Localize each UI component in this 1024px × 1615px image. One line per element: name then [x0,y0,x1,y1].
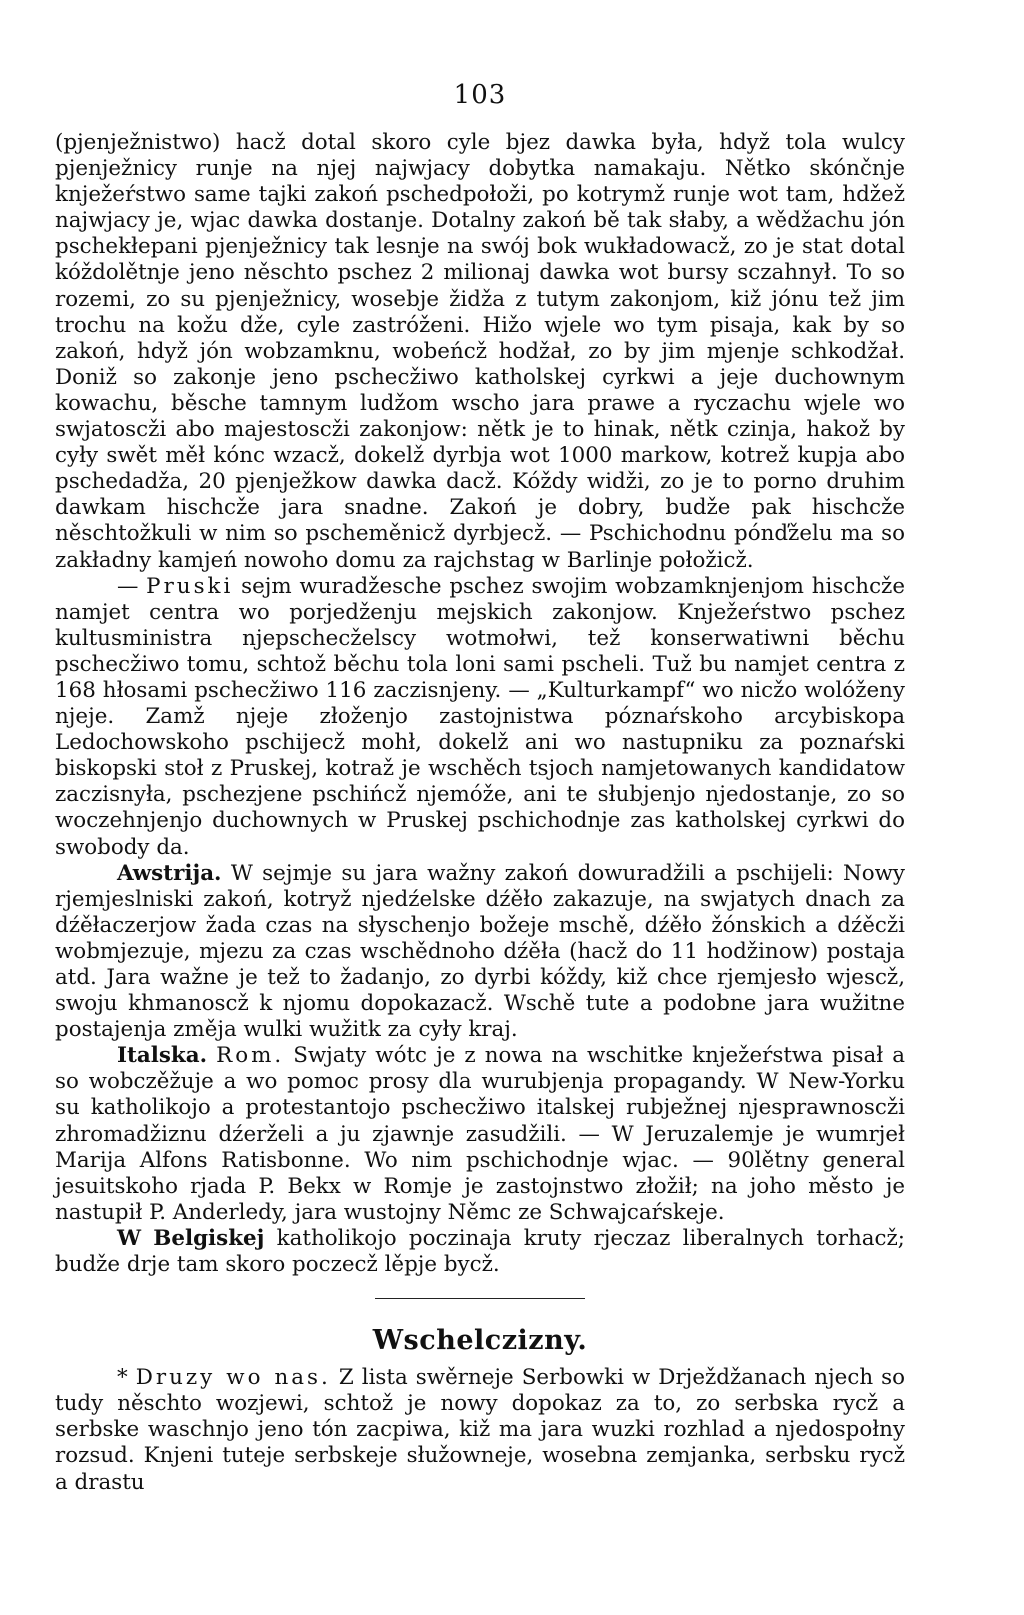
paragraph-text: Z lista swěrneje Serbowki w Drježdžanach njech so tudy něschto wozjewi, schtož je nowy dopokaz za to, zo serbska rycž a serbske waschnjo jeno tón zacpiwa, kiž ma jara wuzki rozhlad a njedospołny rozsud. Knjeni tuteje serbskeje słužowneje, wosebna zemjanka, serbsku rycž a drastu [55,1365,905,1495]
article-body [55,130,905,1496]
paragraph-others-about-us [55,1365,905,1495]
country-heading-prussia: Pruski [146,573,234,599]
paragraph-text: Pschichodnu pónďželu ma so zakładny kamjeń nowoho domu za rajchstag w Barlinje połožicž. [55,521,905,573]
paragraph-text: Swjaty wótc je z nowa na wschitke knježeŕstwa pisał a so wobczěžuje a wo pomoc prosy dla wurubjenja propagandy. W New-Yorku su katholikojo a protestantojo pschecžiwo italskej rubježnej njesprawnoscži zhromadžiznu dźerželi a ju zjawnje zasudžili. — W Jeruzalemje je wumrjeł Marija Alfons Ratisbonne. Wo nim pschichodnje wjac. — 90lětny general jesuitskoho rjada P. Bekx w Romje je zastojnstwo złožił; na joho město je nastupił P. Anderledy, jara wustojny Němc ze Schwajcaŕskeje. [55,1043,905,1225]
city-rome: Rom. [216,1043,285,1069]
section-divider [375,1298,585,1299]
paragraph-belgium [55,1226,905,1278]
item-heading: Druzy wo nas. [135,1365,331,1391]
document-page [55,0,905,1615]
section-title: Wschelczizny. [372,1325,588,1357]
paragraph-text: sejm wuradžesche pschez swojim wobzamknjenjom hischcže namjet centra wo porjedženju mejskich zakonjow. Knježeŕstwo pschez kultusministra njepschecželscy wotmołwi, tež konserwatiwni běchu pschecžiwo tomu, schtož běchu tola loni sami pscheli. Tuž bu namjet centra z 168 hłosami pschecžiwo 116 zaczisnjeny. — „Kulturkampf“ wo nicžo wolóženy njeje. Zamž njeje złoženjo zastojnistwa póznaŕskoho arcybiskopa Ledochowskoho pschijecž mohł, dokelž ani wo nastupniku za poznaŕski biskopski stoł z Pruskej, kotraž je wschěch tsjoch namjetowanych kandidatow zaczisnyła, pschezjene pschińcž njemóže, ani te słubjenjo njedostanje, zo so woczehnjenjo duchownych w Pruskej pschichodnje zas katholskej cyrkwi do swobody da. [55,573,905,860]
paragraph-text: katholikojo poczinaja kruty rjeczaz liberalnych torhacž; budže drje tam skoro poczecž lěpje bycž. [55,1225,905,1278]
paragraph-text: W sejmje su jara wažny zakoń dowuradžili a pschijeli: Nowy rjemjeslniski zakoń, kotryž njedźelske dźěło zakazuje, na swjatych dnach za dźěłaczerjow žada czas na słyschenjo božeje mschě, dźěło žónskich a dźěcži wobmjezuje, mjezu za czas wschědnoho dźěła (hacž do 11 hodžinow) postaja atd. Jara wažne je tež to žadanjo, zo dyrbi kóždy, kiž chce rjemjesło wjescž, swoju khmanoscž k njomu dopokazacž. Wschě tute a podobne jara wužitne postajenja změjа wulki wužitk za cyły kraj. [55,860,905,1043]
em-dash: — [552,521,589,547]
asterisk: * [117,1365,136,1391]
preposition-w: W [117,1225,142,1251]
em-dash: — [117,573,147,599]
page-number: 103 [453,80,507,110]
paragraph-italy [55,1043,905,1226]
country-heading-belgium: Belgiskej [153,1225,265,1251]
paragraph-prussia [55,574,905,861]
paragraph-money-tax [55,130,905,574]
country-heading-italy: Italska. [117,1043,208,1069]
country-heading-austria: Awstrija. [117,860,222,886]
paragraph-austria [55,861,905,1044]
paragraph-text: (pjenježnistwo) hacž dotal skoro cyle bjez dawka była, hdyž tola wulcy pjenježnicy runje na njej najwjacy dobytka namakaju. Nětko skónčnje knježeŕstwo same tajki zakoń pschedpołoži, po kotrymž runje wot tam, hdžež najwjacy je, wjac dawka dostanje. Dotalny zakoń bě tak słaby, a wědžachu jón pschekłepani pjenježnicy tak lesnje na swój bok wukładowacž, zo je stat dotal kóždolětnje jeno něschto pschez 2 milionaj dawka wot bursy sczahnył. To so rozemi, zo su pjenježnicy, wosebje židža z tutym zakonjom, kiž jónu tež jim trochu na kožu dže, cyle zastróženi. Hižo wjele wo tym pisaja, kak by so zakoń, hdyž jón wobzamknu, wobeńcž hodžał, zo by jim mjenje schkodžał. Doniž so zakonje jeno pschecžiwo katholskej cyrkwi a jeje duchownym kowachu, běsche tamnym ludžom wscho jara prawe a ryczachu wjele wo swjatoscži abo majestoscži zakonjow: nětk je to hinak, nětk czinja, hakož by cyły swět měł kónc wzacž, dokelž dyrbja wot 1000 markow, kotrež kupja abo pschedadža, 20 pjenježkow dawka dacž. Kóždy widži, zo je to porno druhim dawkam hischcže jara snadne. Zakoń je dobry, budže pak hischcže něschtožkuli w nim so pscheměnicž dyrbjecž. [55,130,905,547]
